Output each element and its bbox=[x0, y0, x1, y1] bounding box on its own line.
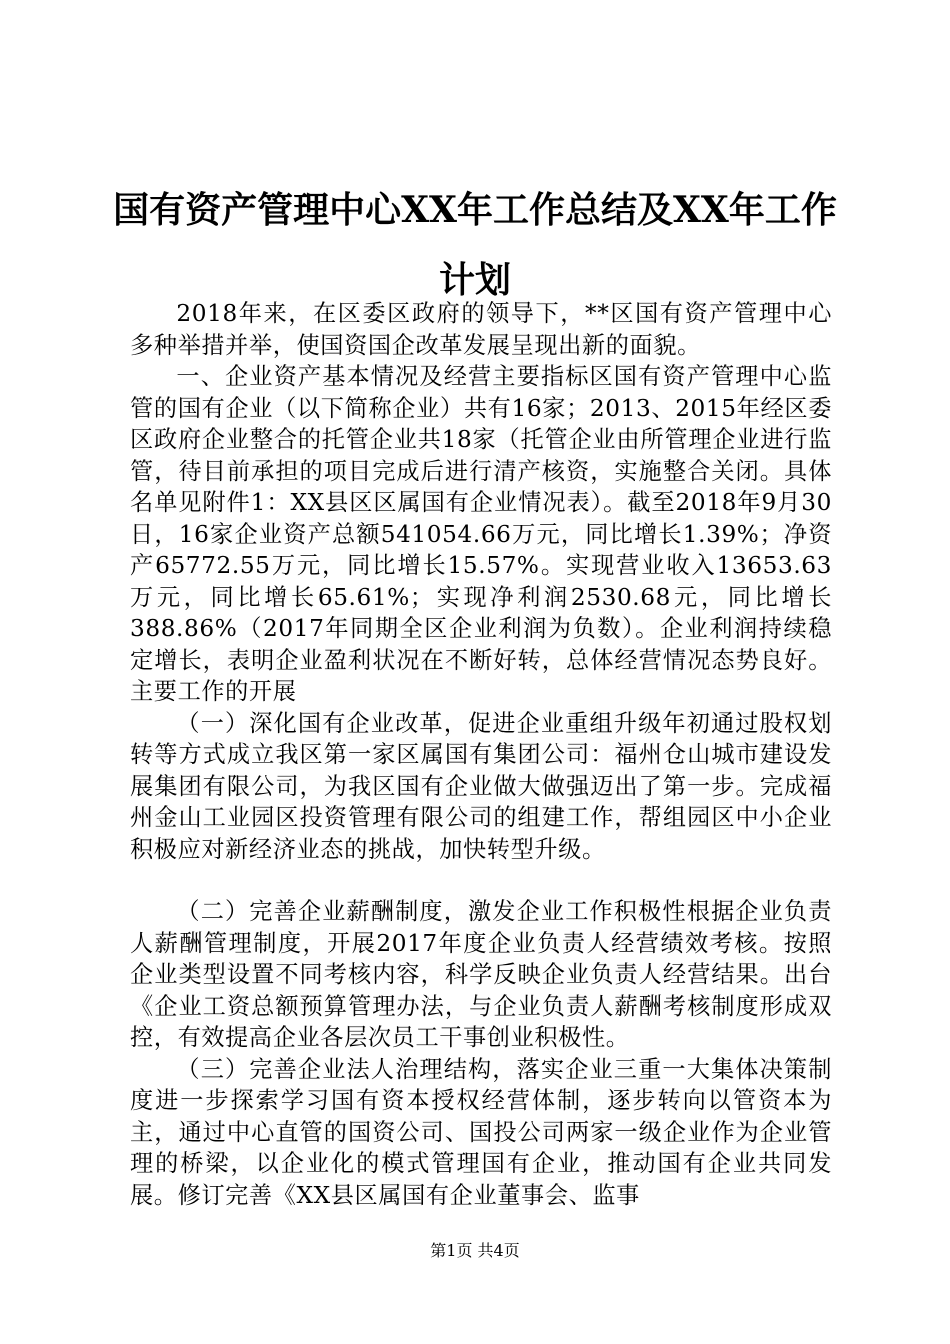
document-body bbox=[130, 298, 832, 1211]
paragraph-item-1: （一）深化国有企业改革，促进企业重组升级年初通过股权划转等方式成立我区第一家区属国有集团公司：福州仓山城市建设发展集团有限公司，为我区国有企业做大做强迈出了第一步。完成福州金山工业园区投资管理有限公司的组建工作，帮组园区中小企业积极应对新经济业态的挑战，加快转型升级。 bbox=[130, 709, 832, 863]
paragraph-section-1: 一、企业资产基本情况及经营主要指标区国有资产管理中心监管的国有企业（以下简称企业）共有16家；2013、2015年经区委区政府企业整合的托管企业共18家（托管企业由所管理企业进行监管，待目前承担的项目完成后进行清产核资，实施整合关闭。具体名单见附件1：XX县区区属国有企业情况表）。截至2018年9月30日，16家企业资产总额541054.66万元，同比增长1.39%；净资产65772.55万元，同比增长15.57%。实现营业收入13653.63万元，同比增长65.61%；实现净利润2530.68元，同比增长388.86%（2017年同期全区企业利润为负数）。企业利润持续稳定增长，表明企业盈利状况在不断好转，总体经营情况态势良好。主要工作的开展 bbox=[130, 363, 832, 705]
title-line-1: 国有资产管理中心XX年工作总结及XX年工作 bbox=[113, 189, 837, 231]
title-line-2: 计划 bbox=[438, 259, 511, 301]
page-footer: 第1页 共4页 bbox=[430, 1241, 520, 1260]
document-title bbox=[100, 175, 850, 315]
paragraph-item-3: （三）完善企业法人治理结构，落实企业三重一大集体决策制度进一步探索学习国有资本授权经营体制，逐步转向以管资本为主，通过中心直管的国资公司、国投公司两家一级企业作为企业管理的桥梁，以企业化的模式管理国有企业，推动国有企业共同发展。修订完善《XX县区属国有企业董事会、监事 bbox=[130, 1055, 832, 1209]
paragraph-intro: 2018年来，在区委区政府的领导下，**区国有资产管理中心多种举措并举，使国资国企改革发展呈现出新的面貌。 bbox=[130, 300, 832, 359]
paragraph-item-2: （二）完善企业薪酬制度，激发企业工作积极性根据企业负责人薪酬管理制度，开展2017年度企业负责人经营绩效考核。按照企业类型设置不同考核内容，科学反映企业负责人经营结果。出台《企业工资总额预算管理办法，与企业负责人薪酬考核制度形成双控，有效提高企业各层次员工干事创业积极性。 bbox=[130, 898, 832, 1051]
